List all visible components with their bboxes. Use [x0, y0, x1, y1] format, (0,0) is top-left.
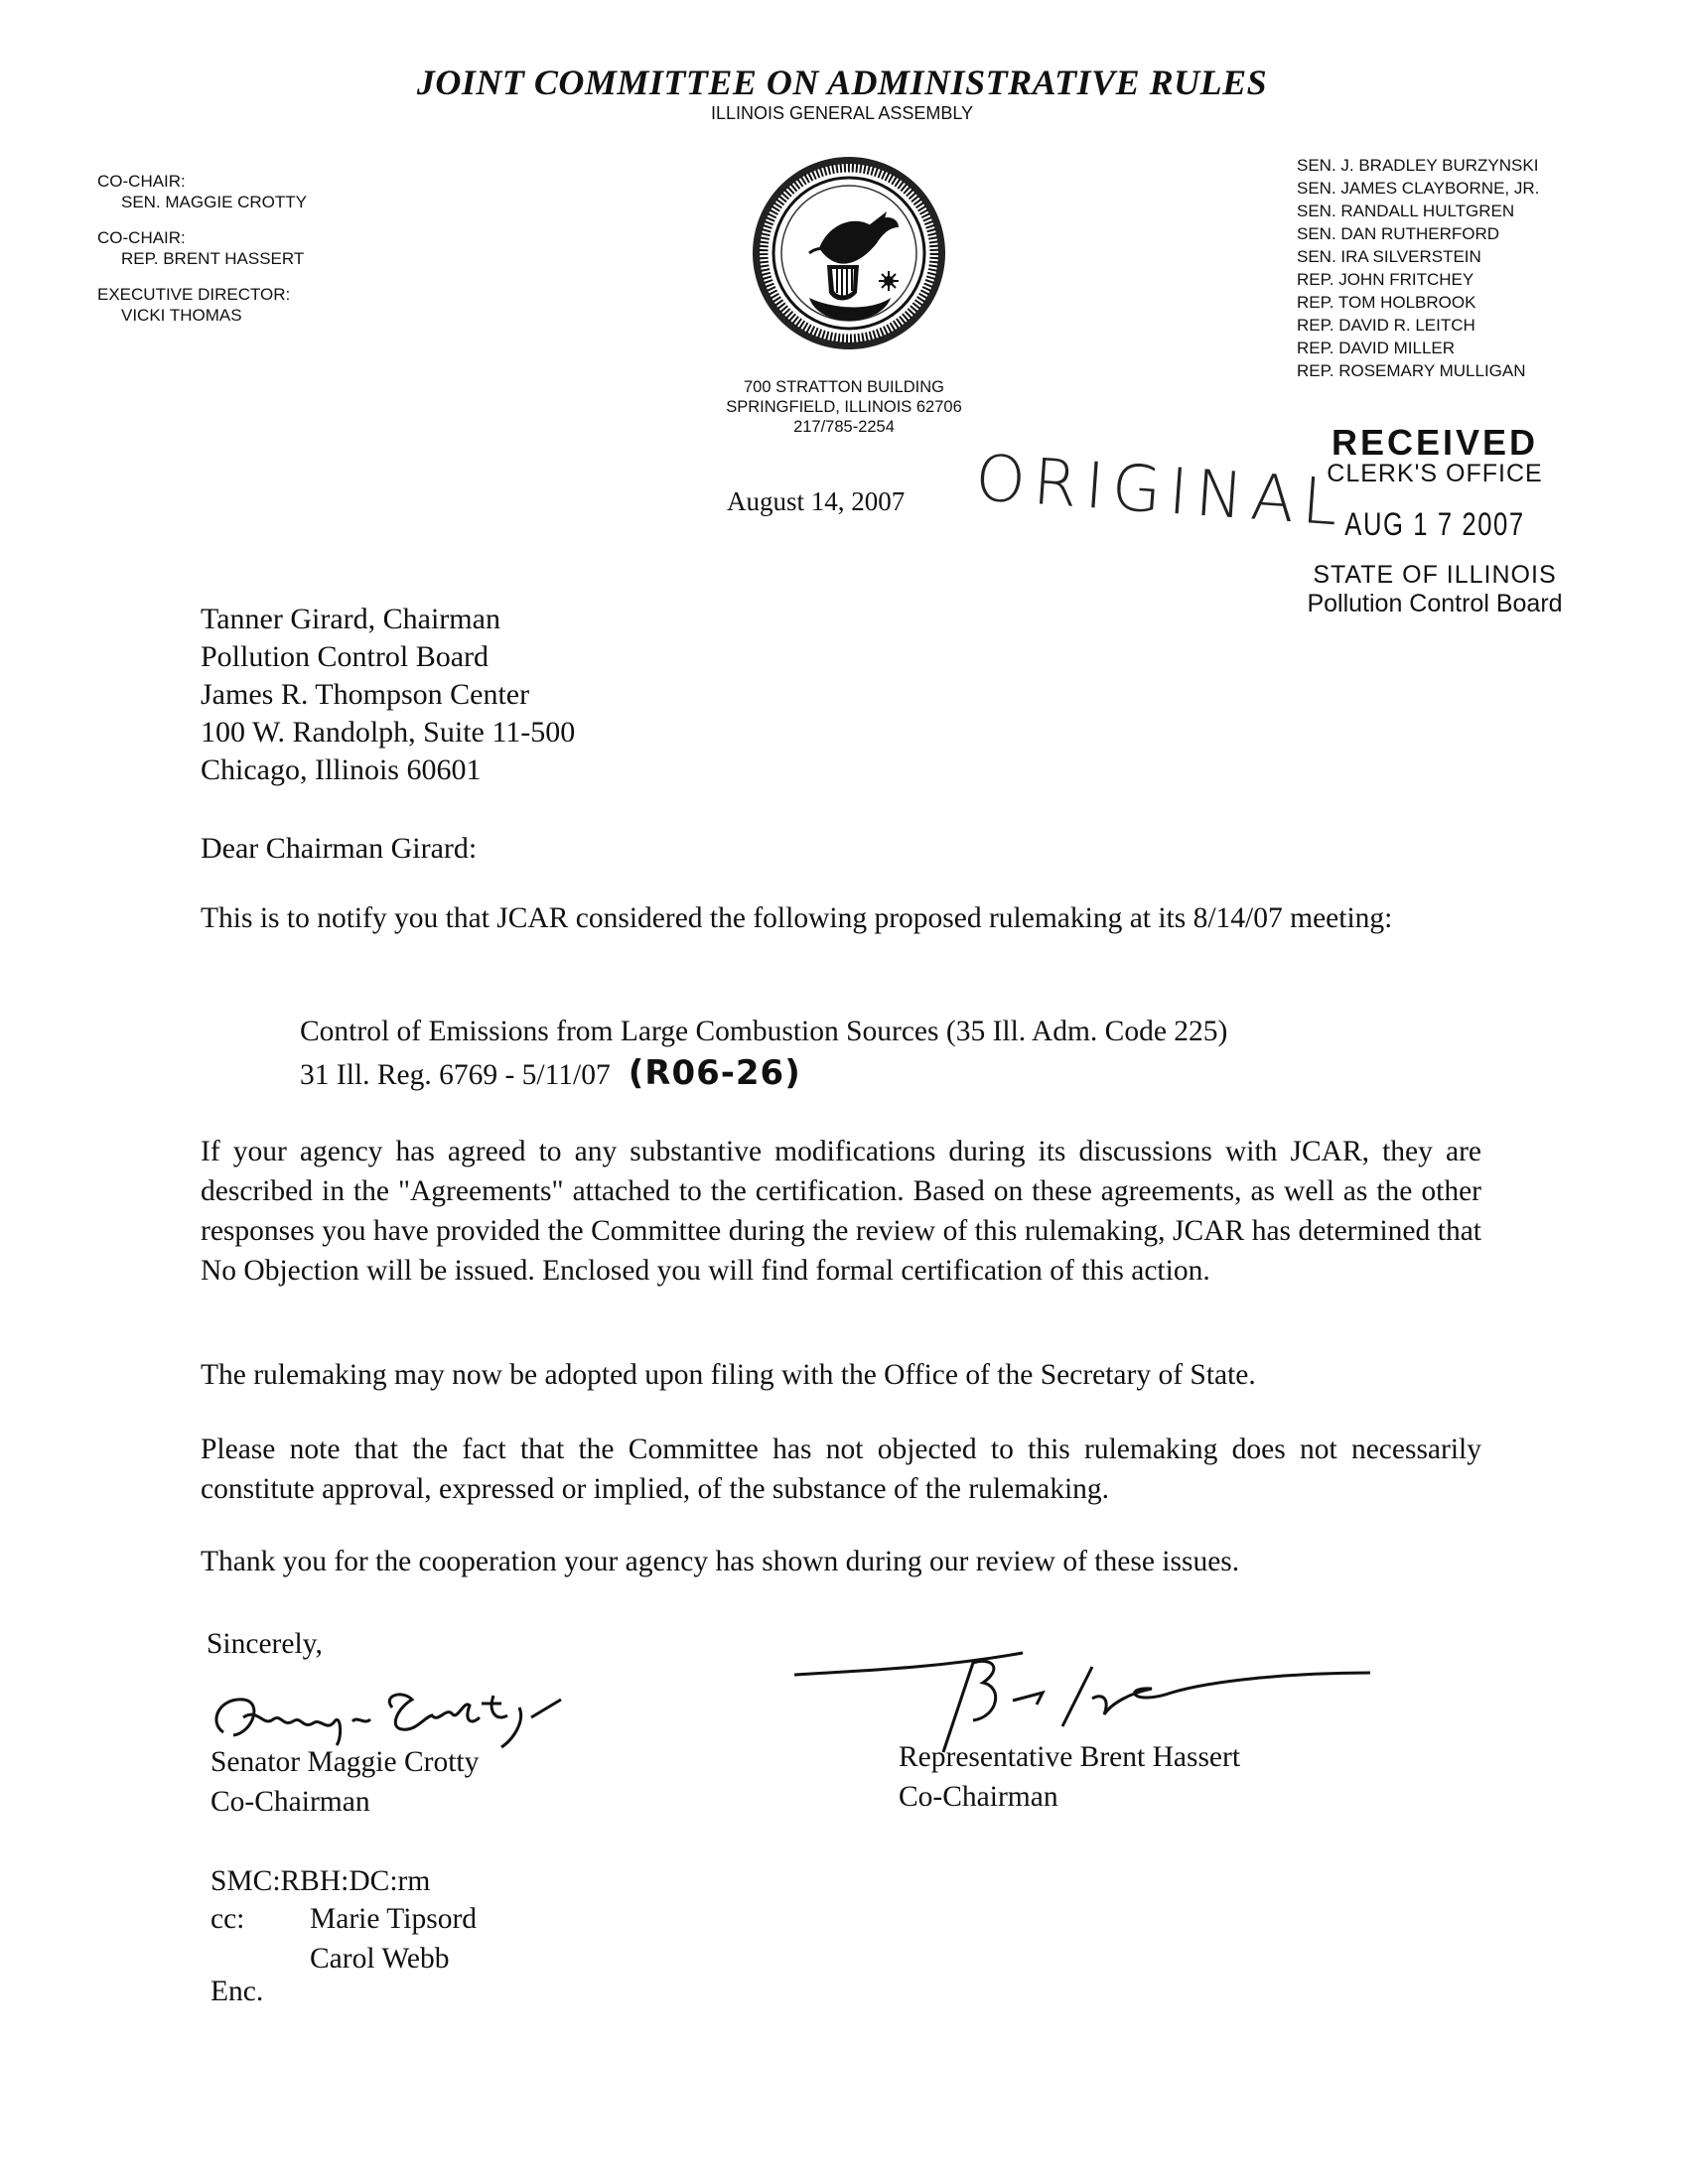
recipient-line: Pollution Control Board — [201, 640, 490, 673]
signer-block-crotty — [210, 1742, 479, 1822]
officer-role: EXECUTIVE DIRECTOR: — [97, 285, 291, 304]
member-name: SEN. IRA SILVERSTEIN — [1297, 247, 1481, 266]
body-paragraph-1: This is to notify you that JCAR considered the following proposed rulemaking at its 8/14/07 meeting: — [201, 902, 1393, 934]
member-name: REP. DAVID MILLER — [1297, 339, 1456, 357]
officer-name: VICKI THOMAS — [121, 306, 242, 325]
officer-co-chair-2 — [97, 227, 307, 269]
signer-title: Co-Chairman — [899, 1781, 1058, 1813]
received-stamp — [1281, 422, 1589, 618]
rulemaking-register: 31 Ill. Reg. 6769 - 5/11/07 — [300, 1059, 611, 1091]
cc-name: Marie Tipsord — [310, 1903, 478, 1935]
officer-role: CO-CHAIR: — [97, 172, 186, 191]
recipient-address-block — [201, 601, 575, 789]
recipient-line: James R. Thompson Center — [201, 678, 530, 711]
recipient-line: 100 W. Randolph, Suite 11-500 — [201, 716, 576, 749]
handwritten-docket-note: (R06-26) — [628, 1053, 801, 1093]
officer-name: SEN. MAGGIE CROTTY — [121, 193, 308, 211]
received-stamp-office: CLERK'S OFFICE — [1327, 460, 1543, 487]
letter-date: August 14, 2007 — [727, 486, 906, 516]
member-name: SEN. RANDALL HULTGREN — [1297, 202, 1515, 220]
body-paragraph-3: The rulemaking may now be adopted upon filing with the Office of the Secretary of State. — [201, 1359, 1256, 1391]
member-name: REP. TOM HOLBROOK — [1297, 293, 1476, 312]
reference-initials: SMC:RBH:DC:rm — [210, 1865, 431, 1897]
illinois-state-seal-icon — [750, 154, 948, 352]
received-stamp-date: AUG 1 7 2007 — [1344, 506, 1525, 542]
member-name: SEN. J. BRADLEY BURZYNSKI — [1297, 156, 1539, 175]
recipient-line: Tanner Girard, Chairman — [201, 603, 500, 635]
salutation: Dear Chairman Girard: — [201, 832, 478, 865]
body-paragraph-2: If your agency has agreed to any substantive modifications during its discussions with JCAR, they are described in the "Agreements" attached to the certification. Based on these agreements, as well as the other responses you have provided the Committee during the review of this rulemaking, JCAR has determined that No Objection will be issued. Enclosed you will find formal certification of this action. — [201, 1136, 1481, 1287]
address-line: SPRINGFIELD, ILLINOIS 62706 — [726, 398, 962, 416]
address-line: 700 STRATTON BUILDING — [743, 378, 945, 396]
member-name: SEN. JAMES CLAYBORNE, JR. — [1297, 179, 1540, 198]
committee-address — [695, 377, 993, 437]
signer-block-hassert — [899, 1737, 1240, 1817]
signer-name: Senator Maggie Crotty — [210, 1746, 480, 1778]
rulemaking-title: Control of Emissions from Large Combustion Sources (35 Ill. Adm. Code 225) — [300, 1016, 1228, 1047]
rulemaking-register-line — [300, 1052, 1227, 1096]
body-paragraph-5: Thank you for the cooperation your agency has shown during our review of these issues. — [201, 1546, 1240, 1577]
rulemaking-reference — [300, 1011, 1227, 1096]
member-name: REP. DAVID R. LEITCH — [1297, 316, 1475, 335]
committee-subtitle: ILLINOIS GENERAL ASSEMBLY — [710, 103, 974, 123]
address-phone: 217/785-2254 — [793, 418, 895, 436]
member-name: SEN. DAN RUTHERFORD — [1297, 224, 1500, 243]
original-stamp: ORIGINAL — [972, 442, 1348, 541]
member-name: REP. JOHN FRITCHEY — [1297, 270, 1474, 289]
signer-title: Co-Chairman — [210, 1786, 370, 1818]
officer-name: REP. BRENT HASSERT — [121, 249, 305, 268]
received-stamp-board: Pollution Control Board — [1307, 590, 1563, 617]
closing: Sincerely, — [207, 1628, 323, 1660]
committee-members-list — [1297, 154, 1539, 382]
received-stamp-state: STATE OF ILLINOIS — [1313, 561, 1557, 589]
officer-co-chair-1 — [97, 171, 307, 212]
cc-names — [310, 1899, 477, 1979]
cc-list — [210, 1899, 478, 1975]
officer-role: CO-CHAIR: — [97, 228, 186, 247]
member-name: REP. ROSEMARY MULLIGAN — [1297, 361, 1526, 380]
signer-name: Representative Brent Hassert — [899, 1741, 1241, 1773]
officers-list — [97, 171, 307, 326]
committee-title: JOINT COMMITTEE ON ADMINISTRATIVE RULES — [416, 63, 1268, 102]
cc-name: Carol Webb — [310, 1943, 450, 1975]
cc-label: cc: — [210, 1903, 245, 1935]
body-paragraph-4: Please note that the fact that the Committee has not objected to this rulemaking does not necessarily constitute approval, expressed or implied, of the substance of the rulemaking. — [201, 1433, 1481, 1505]
recipient-line: Chicago, Illinois 60601 — [201, 753, 482, 786]
enclosure-note: Enc. — [210, 1976, 264, 2007]
received-stamp-title: RECEIVED — [1331, 422, 1539, 463]
officer-executive-director — [97, 284, 307, 326]
